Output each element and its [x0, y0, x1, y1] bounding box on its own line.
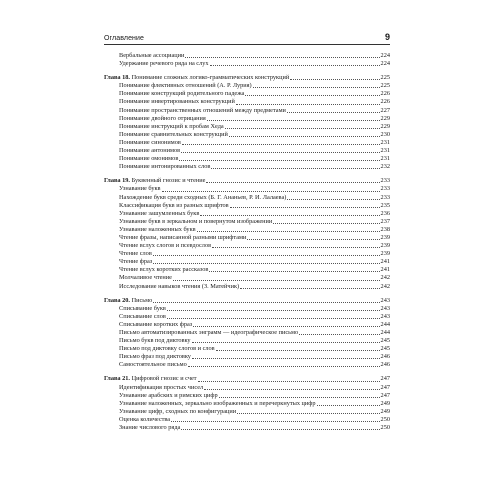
entry-title: Понимание конструкций родительного падежа: [119, 90, 245, 98]
entry-page: 231: [380, 147, 390, 155]
dot-leader: [192, 342, 380, 343]
dot-leader: [253, 87, 380, 88]
entry-title: Письмо под диктовку слогов и слов: [119, 345, 215, 353]
entry-page: 239: [380, 233, 390, 241]
toc-entry[interactable]: [104, 416, 390, 424]
entry-page: 225: [380, 82, 390, 90]
dot-leader: [188, 366, 380, 367]
entry-page: 250: [380, 415, 390, 423]
dot-leader: [245, 95, 379, 96]
entry-page: 245: [380, 337, 390, 345]
toc-entry[interactable]: [104, 210, 390, 218]
entry-title: Удержание речевого ряда на слух: [119, 60, 209, 68]
entry-title: Узнавание наложенных, зеркально изображенных и перечеркнутых цифр: [119, 399, 316, 407]
dot-leader: [216, 350, 380, 351]
entry-page: 235: [380, 201, 390, 209]
toc-entry[interactable]: [104, 147, 390, 155]
entry-title: Узнавание зашумленных букв: [119, 209, 200, 217]
entry-page: 249: [380, 399, 390, 407]
chapter-number: Глава 18.: [104, 74, 130, 82]
entry-title: Письмо автоматизированных энграмм — идеографическое письмо: [119, 329, 299, 336]
table-of-contents: [104, 52, 390, 432]
entry-title: Списывание слов: [119, 312, 166, 320]
entry-page: 233: [380, 193, 390, 201]
dot-leader: [153, 263, 379, 264]
toc-entry[interactable]: [104, 185, 390, 193]
entry-title: Узнавание букв: [119, 185, 161, 193]
dot-leader: [153, 255, 380, 256]
entry-page: 246: [380, 361, 390, 369]
entry-page: 236: [380, 209, 390, 217]
dot-leader: [287, 112, 380, 113]
entry-title: Самостоятельное письмо: [119, 361, 187, 369]
toc-entry[interactable]: [104, 305, 390, 313]
toc-entry[interactable]: [104, 250, 390, 258]
toc-entry[interactable]: [104, 115, 390, 123]
entry-page: 247: [380, 391, 390, 399]
dot-leader: [162, 191, 380, 192]
entry-title: Понимание интонированных слов: [119, 163, 211, 171]
dot-leader: [181, 152, 379, 153]
dot-leader: [273, 223, 379, 224]
toc-entry[interactable]: [104, 400, 390, 408]
toc-entry[interactable]: [104, 194, 390, 202]
toc-entry[interactable]: [104, 82, 390, 90]
entry-page: 250: [380, 424, 390, 432]
entry-page: 249: [380, 407, 390, 415]
entry-page: 239: [380, 250, 390, 258]
dot-leader: [153, 302, 379, 303]
entry-page: 227: [380, 106, 390, 114]
dot-leader: [230, 207, 380, 208]
dot-leader: [198, 381, 380, 382]
entry-title: Понимание инвертированных конструкций: [119, 98, 235, 106]
toc-entry[interactable]: [104, 131, 390, 139]
entry-page: 231: [380, 155, 390, 163]
toc-entry[interactable]: [104, 60, 390, 68]
entry-title: Понимание флективных отношений (А. Р. Лурия): [119, 82, 252, 90]
header-rule: [104, 44, 390, 45]
toc-entry[interactable]: [104, 266, 390, 274]
entry-title: Чтение фраз: [119, 258, 153, 266]
dot-leader: [179, 160, 379, 161]
toc-entry[interactable]: [104, 392, 390, 400]
entry-title: Понимание пространственных отношений между предметами: [119, 106, 286, 114]
entry-title: Оценка количества: [119, 415, 171, 423]
toc-entry[interactable]: [104, 90, 390, 98]
entry-title: Нахождение букв среди сходных (Б. Г. Ананьев, Р. И. Лалаева): [119, 193, 287, 201]
entry-title: Понимание сравнительных конструкций: [119, 130, 228, 138]
entry-page: 224: [380, 52, 390, 59]
chapter-title: Письмо: [131, 296, 153, 304]
entry-title: Письмо фраз под диктовку: [119, 353, 191, 361]
toc-entry[interactable]: [104, 123, 390, 131]
toc-entry[interactable]: [104, 107, 390, 115]
chapter-number: Глава 20.: [104, 296, 130, 304]
chapter-title: Буквенный гнозис и чтение: [131, 177, 206, 185]
toc-entry[interactable]: [104, 329, 390, 337]
entry-page: 233: [380, 185, 390, 193]
entry-page: 237: [380, 217, 390, 225]
dot-leader: [287, 199, 379, 200]
dot-leader: [237, 413, 379, 414]
entry-title: Идентификация простых чисел: [119, 383, 204, 391]
entry-page: 232: [380, 163, 390, 171]
chapter-title: Понимание сложных логико-грамматических конструкций: [131, 74, 290, 82]
toc-entry[interactable]: [104, 345, 390, 353]
entry-title: Узнавание наложенных букв: [119, 225, 196, 233]
dot-leader: [210, 65, 380, 66]
chapter-title: Цифровой гнозис и счет: [131, 375, 197, 383]
chapter-heading: [104, 74, 289, 82]
running-header-title: Оглавление: [104, 35, 145, 42]
entry-page: 239: [380, 242, 390, 250]
dot-leader: [247, 239, 379, 240]
dot-leader: [182, 144, 380, 145]
toc-entry[interactable]: [104, 98, 390, 106]
entry-title: Письмо букв под диктовку: [119, 337, 191, 345]
entry-title: Знание числового ряда: [119, 424, 181, 432]
entry-page: 238: [380, 225, 390, 233]
toc-entry[interactable]: [104, 384, 390, 392]
chapter-number: Глава 21.: [104, 375, 130, 383]
toc-chapter-line[interactable]: [104, 74, 390, 82]
entry-title: Чтение фразы, написанной разными шрифтами: [119, 233, 247, 241]
toc-entry[interactable]: [104, 234, 390, 242]
dot-leader: [197, 231, 380, 232]
dot-leader: [171, 421, 379, 422]
chapter-page: 233: [380, 177, 390, 185]
dot-leader: [212, 247, 379, 248]
dot-leader: [209, 271, 379, 272]
dot-leader: [204, 389, 379, 390]
entry-title: Понимание инструкций к пробам Хеда: [119, 122, 224, 130]
entry-page: 226: [380, 90, 390, 98]
running-header: [104, 30, 390, 42]
entry-title: Списывание букв: [119, 304, 166, 312]
entry-page: 243: [380, 312, 390, 320]
entry-title: Молчаливое чтение: [119, 274, 172, 282]
entry-title: Узнавание цифр, сходных по конфигурации: [119, 407, 237, 415]
toc-entry[interactable]: [104, 424, 390, 432]
entry-page: 244: [380, 329, 390, 336]
dot-leader: [193, 326, 379, 327]
chapter-number: Глава 19.: [104, 177, 130, 185]
dot-leader: [200, 215, 379, 216]
dot-leader: [206, 182, 379, 183]
dot-leader: [229, 136, 380, 137]
dot-leader: [236, 104, 380, 105]
chapter-heading: [104, 177, 205, 185]
toc-entry[interactable]: [104, 139, 390, 147]
toc-entry[interactable]: [104, 274, 390, 282]
toc-entry[interactable]: [104, 242, 390, 250]
entry-page: 243: [380, 304, 390, 312]
toc-chapter-line[interactable]: [104, 297, 390, 305]
toc-chapter-line[interactable]: [104, 177, 390, 185]
toc-entry[interactable]: [104, 258, 390, 266]
chapter-page: 243: [380, 296, 390, 304]
toc-entry[interactable]: [104, 155, 390, 163]
toc-entry[interactable]: [104, 408, 390, 416]
entry-page: 241: [380, 266, 390, 274]
entry-title: Исследование навыков чтения (З. Матейчик): [119, 282, 240, 290]
toc-entry[interactable]: [104, 52, 390, 60]
entry-title: Понимание омонимов: [119, 155, 179, 163]
entry-page: 245: [380, 345, 390, 353]
toc-entry[interactable]: [104, 321, 390, 329]
toc-entry[interactable]: [104, 226, 390, 234]
toc-entry[interactable]: [104, 163, 390, 171]
dot-leader: [225, 128, 380, 129]
entry-title: Понимание антонимов: [119, 147, 181, 155]
toc-entry[interactable]: [104, 313, 390, 321]
entry-page: 226: [380, 98, 390, 106]
dot-leader: [219, 397, 380, 398]
entry-title: Списывание коротких фраз: [119, 320, 193, 328]
entry-page: 247: [380, 383, 390, 391]
dot-leader: [181, 429, 379, 430]
entry-page: 224: [380, 60, 390, 68]
entry-page: 229: [380, 122, 390, 130]
entry-title: Понимание синонимов: [119, 138, 181, 146]
dot-leader: [240, 288, 379, 289]
entry-title: Узнавание арабских и римских цифр: [119, 391, 218, 399]
entry-page: 229: [380, 114, 390, 122]
chapter-heading: [104, 375, 197, 383]
chapter-heading: [104, 297, 152, 305]
entry-page: 241: [380, 258, 390, 266]
entry-title: Чтение вслух слогов и псевдослов: [119, 242, 212, 250]
dot-leader: [192, 358, 380, 359]
dot-leader: [299, 334, 379, 335]
entry-page: 242: [380, 282, 390, 290]
entry-page: 242: [380, 274, 390, 282]
toc-entry[interactable]: [104, 283, 390, 291]
dot-leader: [290, 79, 379, 80]
dot-leader: [207, 120, 380, 121]
entry-title: Вербальные ассоциации: [119, 52, 185, 59]
page-number: 9: [384, 32, 390, 42]
entry-page: 246: [380, 353, 390, 361]
entry-page: 231: [380, 138, 390, 146]
toc-entry[interactable]: [104, 202, 390, 210]
entry-title: Понимание двойного отрицания: [119, 114, 206, 122]
toc-entry[interactable]: [104, 337, 390, 345]
dot-leader: [167, 318, 380, 319]
entry-page: 244: [380, 320, 390, 328]
toc-entry[interactable]: [104, 353, 390, 361]
entry-title: Узнавание букв в зеркальном и повернутом изображении: [119, 217, 273, 225]
dot-leader: [185, 57, 379, 58]
dot-leader: [211, 168, 379, 169]
toc-chapter-line[interactable]: [104, 375, 390, 383]
toc-entry[interactable]: [104, 218, 390, 226]
toc-entry[interactable]: [104, 361, 390, 369]
dot-leader: [317, 405, 380, 406]
dot-leader: [173, 280, 380, 281]
dot-leader: [167, 310, 380, 311]
entry-title: Чтение слов: [119, 250, 152, 258]
entry-page: 230: [380, 130, 390, 138]
chapter-page: 225: [380, 74, 390, 82]
chapter-page: 247: [380, 375, 390, 383]
entry-title: Чтение вслух коротких рассказов: [119, 266, 209, 274]
entry-title: Классификация букв из разных шрифтов: [119, 201, 229, 209]
